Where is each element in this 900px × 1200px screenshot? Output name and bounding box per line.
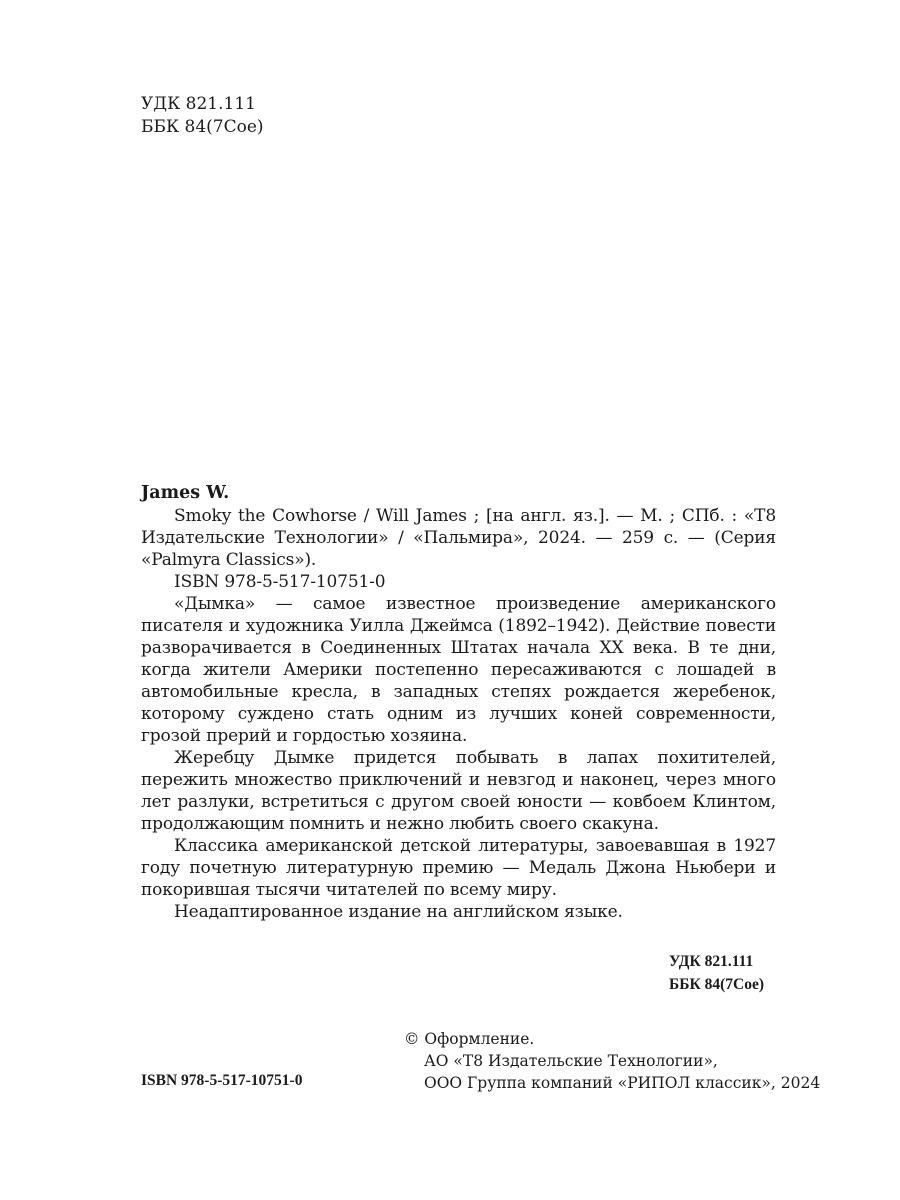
copyright-notice <box>404 1028 820 1094</box>
catalog-card <box>141 482 776 923</box>
bibliographic-entry: Smoky the Cowhorse / Will James ; [на англ. яз.]. — М. ; СПб. : «Т8 Издательские Технологии» / «Пальмира», 2024. — 259 с. — (Серия «Palmyra Classics»). <box>141 506 776 570</box>
isbn-line: ISBN 978-5-517-10751-0 <box>174 572 386 592</box>
annotation-paragraph: Неадаптированное издание на английском языке. <box>174 902 623 922</box>
isbn-bottom: ISBN 978-5-517-10751-0 <box>141 1072 303 1089</box>
classification-codes-top <box>141 93 264 139</box>
copyright-line: ООО Группа компаний «РИПОЛ классик», 2024 <box>424 1074 821 1092</box>
annotation-paragraph: «Дымка» — самое известное произведение американского писателя и художника Уилла Джеймса (1892–1942). Действие повести разворачивается в Соединенных Штатах начала XX века. В те дни, когда жители Америки постепенно пересаживаются с лошадей в автомобильные кресла, в западных степях рождается жеребенок, которому суждено стать одним из лучших коней современности, грозой прерий и гордостью хозяина. <box>141 594 776 746</box>
bbk-code: ББК 84(7Сое) <box>141 117 264 137</box>
annotation-paragraph: Классика американской детской литературы, завоевавшая в 1927 году почетную литературную премию — Медаль Джона Ньюбери и покорившая тысячи читателей по всему миру. <box>141 836 776 900</box>
udk-code: УДК 821.111 <box>141 94 256 114</box>
copyright-line: © Оформление. <box>404 1030 535 1048</box>
author-heading: James W. <box>141 483 230 503</box>
classification-codes-bottom <box>669 950 764 996</box>
udk-code-bottom: УДК 821.111 <box>669 953 754 970</box>
bbk-code-bottom: ББК 84(7Сое) <box>669 976 765 993</box>
copyright-line: АО «Т8 Издательские Технологии», <box>424 1052 718 1070</box>
annotation-paragraph: Жеребцу Дымке придется побывать в лапах похитителей, пережить множество приключений и невзгод и наконец, через много лет разлуки, встретиться с другом своей юности — ковбоем Клинтом, продолжающим помнить и нежно любить своего скакуна. <box>141 748 776 834</box>
